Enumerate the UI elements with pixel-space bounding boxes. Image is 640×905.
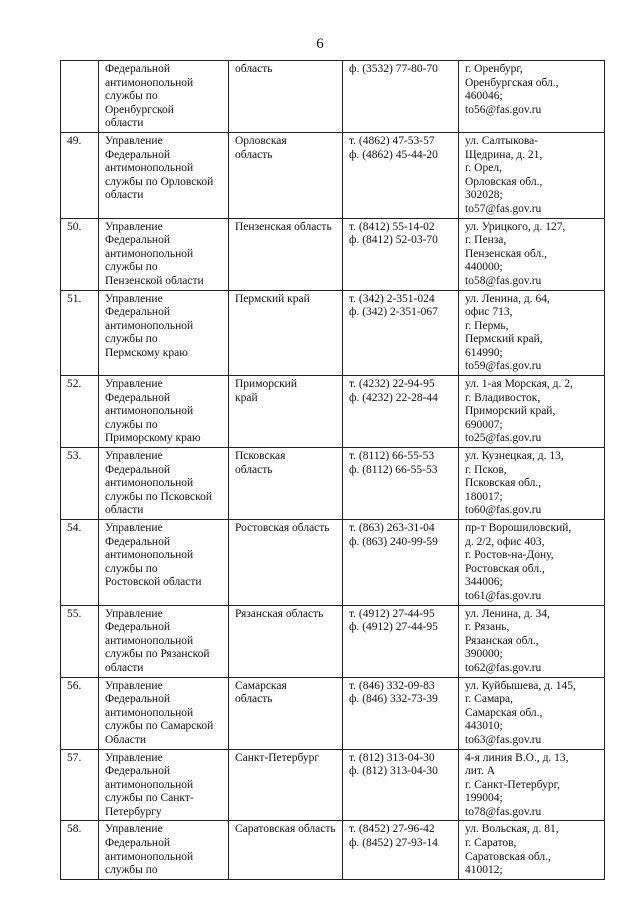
agency-name-line: службы по	[105, 333, 158, 346]
address-email-line: ул. Салтыкова-	[465, 134, 539, 147]
address-email-cell	[459, 376, 605, 448]
address-email-cell	[459, 218, 605, 290]
table-row	[61, 61, 605, 133]
address-email-line: Псковская обл.,	[465, 477, 542, 490]
address-email-line: Пермский край,	[465, 333, 543, 346]
agency-name-cell	[99, 448, 229, 520]
address-email-line: to61@fas.gov.ru	[465, 589, 542, 602]
phone-fax-line: т. (8452) 27-96-42	[349, 823, 435, 836]
agency-name-line: службы по Псковской	[105, 490, 213, 503]
address-email-line: г. Санкт-Петербург,	[465, 778, 560, 791]
address-email-line: ул. Урицкого, д. 127,	[465, 220, 566, 233]
agency-name-cell	[99, 520, 229, 606]
phone-fax-line: т. (846) 332-09-83	[349, 679, 435, 692]
address-email-line: 614990;	[465, 346, 503, 359]
table-row	[61, 448, 605, 520]
agency-name-line: Приморскому краю	[105, 432, 201, 445]
agency-name-line: службы по Рязанской	[105, 648, 210, 661]
phone-fax-line: ф. (3532) 77-80-70	[349, 63, 438, 75]
address-email-line: to56@fas.gov.ru	[465, 103, 542, 116]
phone-fax-line: ф. (8452) 27-93-14	[349, 837, 438, 850]
region-cell	[229, 605, 343, 677]
address-email-cell	[459, 448, 605, 520]
phone-fax-cell	[343, 132, 459, 218]
agency-name-line: антимонопольной	[105, 162, 194, 175]
address-email-line: 302028;	[465, 189, 503, 202]
region-line: Санкт-Петербург	[235, 751, 320, 764]
address-email-line: г. Орел,	[465, 162, 502, 175]
region-line: Псковская	[235, 450, 286, 463]
phone-fax-line: ф. (8412) 52-03-70	[349, 234, 438, 247]
address-email-cell	[459, 290, 605, 376]
agency-name-line: Федеральной	[105, 306, 170, 319]
phone-fax-line: ф. (342) 2-351-067	[349, 306, 438, 319]
address-email-line: to60@fas.gov.ru	[465, 504, 542, 517]
agency-name-line: Области	[105, 733, 146, 746]
agency-name-line: Федеральной	[105, 463, 170, 476]
agency-name-line: антимонопольной	[105, 319, 194, 332]
region-line: Орловская	[235, 134, 287, 147]
agency-name-line: Управление	[105, 134, 163, 147]
agency-name-line: Федеральной	[105, 693, 170, 706]
address-email-line: ул. Куйбышева, д. 145,	[465, 679, 576, 692]
address-email-line: to78@fas.gov.ru	[465, 805, 542, 818]
address-email-line: г. Владивосток,	[465, 391, 541, 404]
address-email-line: 443010;	[465, 720, 503, 733]
region-line: Пермский край	[235, 292, 310, 305]
address-email-line: 460046;	[465, 90, 503, 103]
phone-fax-line: т. (4912) 27-44-95	[349, 607, 435, 620]
region-line: Ростовская область	[235, 522, 330, 534]
address-email-cell	[459, 749, 605, 821]
agency-name-line: Федеральной	[105, 535, 170, 548]
agency-name-cell	[99, 749, 229, 821]
phone-fax-line: ф. (4912) 27-44-95	[349, 621, 438, 634]
table-row	[61, 520, 605, 606]
address-email-line: г. Псков,	[465, 463, 507, 476]
agency-name-cell	[99, 218, 229, 290]
phone-fax-line: т. (8112) 66-55-53	[349, 450, 435, 463]
address-email-line: to62@fas.gov.ru	[465, 661, 542, 674]
phone-fax-line: ф. (812) 313-04-30	[349, 765, 438, 778]
agency-name-line: службы по	[105, 562, 158, 575]
region-cell	[229, 677, 343, 749]
row-number-cell: 51.	[61, 290, 99, 376]
phone-fax-cell	[343, 290, 459, 376]
agency-name-line: службы по	[105, 864, 158, 877]
phone-fax-line: ф. (846) 332-73-39	[349, 693, 438, 706]
row-number-cell: 50.	[61, 218, 99, 290]
row-number-cell: 58.	[61, 821, 99, 879]
address-email-line: д. 2/2, офис 403,	[465, 535, 545, 548]
phone-fax-cell	[343, 605, 459, 677]
agency-name-line: службы по Санкт-	[105, 792, 194, 805]
table-row	[61, 218, 605, 290]
region-cell	[229, 218, 343, 290]
address-email-line: 440000;	[465, 261, 503, 274]
phone-fax-cell	[343, 520, 459, 606]
region-line: Саратовская область	[235, 823, 336, 836]
address-email-line: офис 713,	[465, 306, 513, 319]
agency-name-line: Управление	[105, 220, 163, 233]
agency-name-line: Федеральной	[105, 234, 170, 247]
agency-name-line: Федеральной	[105, 621, 170, 634]
table-row	[61, 749, 605, 821]
address-email-line: ул. Ленина, д. 34,	[465, 607, 550, 620]
agency-name-line: Федеральной	[105, 148, 170, 161]
row-number-cell: 56.	[61, 677, 99, 749]
agency-name-line: Управление	[105, 292, 163, 305]
agency-name-line: Управление	[105, 823, 163, 836]
phone-fax-line: ф. (4862) 45-44-20	[349, 148, 438, 161]
phone-fax-cell	[343, 218, 459, 290]
table-row	[61, 605, 605, 677]
row-number-cell	[61, 61, 99, 133]
agency-name-line: службы по	[105, 418, 158, 431]
address-email-line: г. Оренбург,	[465, 63, 523, 75]
address-email-line: to57@fas.gov.ru	[465, 202, 542, 215]
address-email-line: 410012;	[465, 864, 503, 877]
table-row	[61, 821, 605, 879]
agency-name-line: антимонопольной	[105, 477, 194, 490]
phone-fax-cell	[343, 821, 459, 879]
address-email-line: ул. Кузнецкая, д. 13,	[465, 450, 564, 463]
address-email-cell	[459, 605, 605, 677]
address-email-line: 390000;	[465, 648, 503, 661]
address-email-cell	[459, 677, 605, 749]
region-line: область	[235, 148, 273, 161]
phone-fax-line: т. (812) 313-04-30	[349, 751, 435, 764]
region-line: область	[235, 693, 273, 706]
agency-name-line: антимонопольной	[105, 778, 194, 791]
agency-name-line: Ростовской области	[105, 576, 202, 589]
address-email-line: 690007;	[465, 418, 503, 431]
region-line: Самарская	[235, 679, 287, 692]
region-line: область	[235, 63, 273, 75]
address-email-cell	[459, 61, 605, 133]
region-cell	[229, 132, 343, 218]
agency-name-cell	[99, 132, 229, 218]
region-line: Пензенская область	[235, 220, 332, 233]
agency-name-line: антимонопольной	[105, 76, 194, 89]
address-email-line: 180017;	[465, 490, 503, 503]
agency-name-line: Федеральной	[105, 391, 170, 404]
phone-fax-cell	[343, 677, 459, 749]
phone-fax-cell	[343, 749, 459, 821]
agencies-table	[60, 60, 605, 880]
region-cell	[229, 290, 343, 376]
address-email-line: to58@fas.gov.ru	[465, 274, 542, 287]
agency-name-line: службы по Самарской	[105, 720, 214, 733]
region-line: Рязанская область	[235, 607, 324, 620]
agency-name-cell	[99, 290, 229, 376]
phone-fax-line: ф. (863) 240-99-59	[349, 535, 438, 548]
address-email-line: Самарская обл.,	[465, 706, 543, 719]
agency-name-line: области	[105, 189, 144, 202]
phone-fax-cell	[343, 376, 459, 448]
agency-name-line: Управление	[105, 378, 163, 391]
region-cell	[229, 61, 343, 133]
agency-name-line: области	[105, 504, 144, 517]
address-email-line: to59@fas.gov.ru	[465, 360, 542, 373]
phone-fax-line: т. (863) 263-31-04	[349, 522, 435, 534]
address-email-line: Щедрина, д. 21,	[465, 148, 543, 161]
address-email-line: Саратовская обл.,	[465, 850, 551, 863]
address-email-line: 344006;	[465, 576, 503, 589]
row-number-cell: 54.	[61, 520, 99, 606]
address-email-line: г. Саратов,	[465, 837, 517, 850]
agency-name-line: Оренбургской	[105, 103, 174, 116]
phone-fax-line: т. (8412) 55-14-02	[349, 220, 435, 233]
address-email-line: г. Рязань,	[465, 621, 510, 634]
agency-name-line: Управление	[105, 751, 163, 764]
phone-fax-line: ф. (8112) 66-55-53	[349, 463, 438, 476]
agency-name-line: Федеральной	[105, 63, 170, 75]
address-email-line: Рязанская обл.,	[465, 634, 539, 647]
agency-name-line: антимонопольной	[105, 549, 194, 562]
row-number-cell: 52.	[61, 376, 99, 448]
phone-fax-cell	[343, 448, 459, 520]
region-cell	[229, 448, 343, 520]
address-email-line: 4-я линия В.О., д. 13,	[465, 751, 569, 764]
address-email-line: Ростовская обл.,	[465, 562, 545, 575]
table-row	[61, 290, 605, 376]
agency-name-line: Петербургу	[105, 805, 162, 818]
agency-name-cell	[99, 61, 229, 133]
address-email-line: пр-т Ворошиловский,	[465, 522, 572, 534]
address-email-cell	[459, 821, 605, 879]
agency-name-line: Управление	[105, 522, 163, 534]
address-email-line: ул. 1-ая Морская, д. 2,	[465, 378, 573, 391]
table-row	[61, 376, 605, 448]
address-email-line: ул. Вольская, д. 81,	[465, 823, 559, 836]
address-email-line: лит. А	[465, 765, 496, 778]
agency-name-line: Федеральной	[105, 765, 170, 778]
region-line: край	[235, 391, 258, 404]
address-email-line: to25@fas.gov.ru	[465, 432, 542, 445]
agency-name-line: Управление	[105, 607, 163, 620]
table-body	[61, 61, 605, 880]
agency-name-cell	[99, 677, 229, 749]
address-email-line: Пензенская обл.,	[465, 247, 547, 260]
agency-name-line: службы по	[105, 90, 158, 103]
agency-name-line: области	[105, 661, 144, 674]
address-email-cell	[459, 132, 605, 218]
agency-name-line: антимонопольной	[105, 405, 194, 418]
agency-name-cell	[99, 605, 229, 677]
address-email-line: ул. Ленина, д. 64,	[465, 292, 550, 305]
region-cell	[229, 376, 343, 448]
region-cell	[229, 821, 343, 879]
address-email-line: Орловская обл.,	[465, 175, 543, 188]
address-email-line: г. Пермь,	[465, 319, 509, 332]
address-email-line: г. Самара,	[465, 693, 513, 706]
row-number-cell: 53.	[61, 448, 99, 520]
address-email-line: Оренбургская обл.,	[465, 76, 559, 89]
address-email-line: Приморский край,	[465, 405, 556, 418]
phone-fax-cell	[343, 61, 459, 133]
address-email-line: г. Ростов-на-Дону,	[465, 549, 554, 562]
phone-fax-line: т. (4862) 47-53-57	[349, 134, 435, 147]
agency-name-cell	[99, 376, 229, 448]
agency-name-line: Пермскому краю	[105, 346, 188, 359]
agency-name-line: антимонопольной	[105, 706, 194, 719]
region-line: область	[235, 463, 273, 476]
region-cell	[229, 520, 343, 606]
address-email-line: to63@fas.gov.ru	[465, 733, 542, 746]
address-email-cell	[459, 520, 605, 606]
table-row	[61, 677, 605, 749]
phone-fax-line: т. (342) 2-351-024	[349, 292, 435, 305]
agency-name-line: Управление	[105, 679, 163, 692]
agency-name-line: Управление	[105, 450, 163, 463]
agency-name-line: антимонопольной	[105, 247, 194, 260]
row-number-cell: 55.	[61, 605, 99, 677]
page-number: 6	[316, 36, 324, 52]
phone-fax-line: т. (4232) 22-94-95	[349, 378, 435, 391]
region-cell	[229, 749, 343, 821]
row-number-cell: 49.	[61, 132, 99, 218]
agency-name-line: службы по Орловской	[105, 175, 214, 188]
agency-name-line: антимонопольной	[105, 634, 194, 647]
agency-name-line: Федеральной	[105, 837, 170, 850]
row-number-cell: 57.	[61, 749, 99, 821]
agency-name-cell	[99, 821, 229, 879]
table-row	[61, 132, 605, 218]
agency-name-line: области	[105, 117, 144, 130]
region-line: Приморский	[235, 378, 297, 391]
agency-name-line: службы по	[105, 261, 158, 274]
address-email-line: 199004;	[465, 792, 503, 805]
address-email-line: г. Пенза,	[465, 234, 507, 247]
phone-fax-line: ф. (4232) 22-28-44	[349, 391, 438, 404]
agency-name-line: антимонопольной	[105, 850, 194, 863]
agency-name-line: Пензенской области	[105, 274, 204, 287]
